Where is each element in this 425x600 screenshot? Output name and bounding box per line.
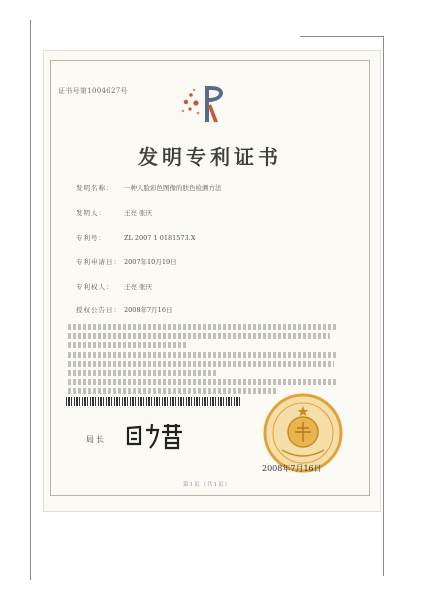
field-value: ZL 2007 1 0181573.X: [124, 234, 196, 242]
field-value: 2008年7月16日: [124, 306, 173, 314]
patent-office-logo: [178, 80, 236, 128]
issue-date: 2008年7月16日: [262, 464, 322, 473]
body-text-line: [68, 324, 338, 330]
field-value: 王亮 张庆: [124, 209, 153, 217]
field-value: 一种人脸彩色图像的肤色检测方法: [124, 184, 222, 192]
director-signature: [124, 420, 186, 452]
field-value: 2007年10月19日: [124, 258, 177, 266]
field-value: 王亮 张庆: [124, 283, 153, 291]
field-application-date: [76, 257, 177, 266]
body-text-line: [68, 388, 278, 394]
scan-edge-top: [300, 36, 384, 37]
field-label: 授权公告日：: [76, 306, 121, 314]
body-text-line: [68, 333, 330, 339]
field-label: 发明名称：: [76, 184, 114, 192]
field-invention-name: [76, 183, 222, 192]
body-text-line: [68, 342, 188, 348]
body-text-line: [68, 352, 336, 358]
body-text-line: [68, 379, 336, 385]
body-text-line: [68, 361, 334, 367]
field-patent-number: [76, 233, 195, 242]
official-seal-icon: [262, 392, 344, 474]
certificate-number: 证书号第1004627号: [58, 87, 128, 95]
director-label: 局长: [86, 435, 106, 444]
field-inventor: [76, 208, 152, 217]
certificate-title: 发明专利证书: [138, 145, 282, 169]
body-text-line: [68, 370, 218, 376]
field-grant-date: [76, 305, 172, 314]
barcode: [66, 397, 240, 406]
field-label: 专利号：: [76, 234, 106, 242]
page-footer: 第1页（共1页）: [183, 482, 231, 488]
field-label: 发明人：: [76, 209, 106, 217]
field-label: 专利申请日：: [76, 258, 121, 266]
scan-edge-left: [30, 20, 31, 580]
field-label: 专利权人：: [76, 283, 114, 291]
scan-edge-right: [383, 36, 384, 576]
field-patentee: [76, 282, 152, 291]
